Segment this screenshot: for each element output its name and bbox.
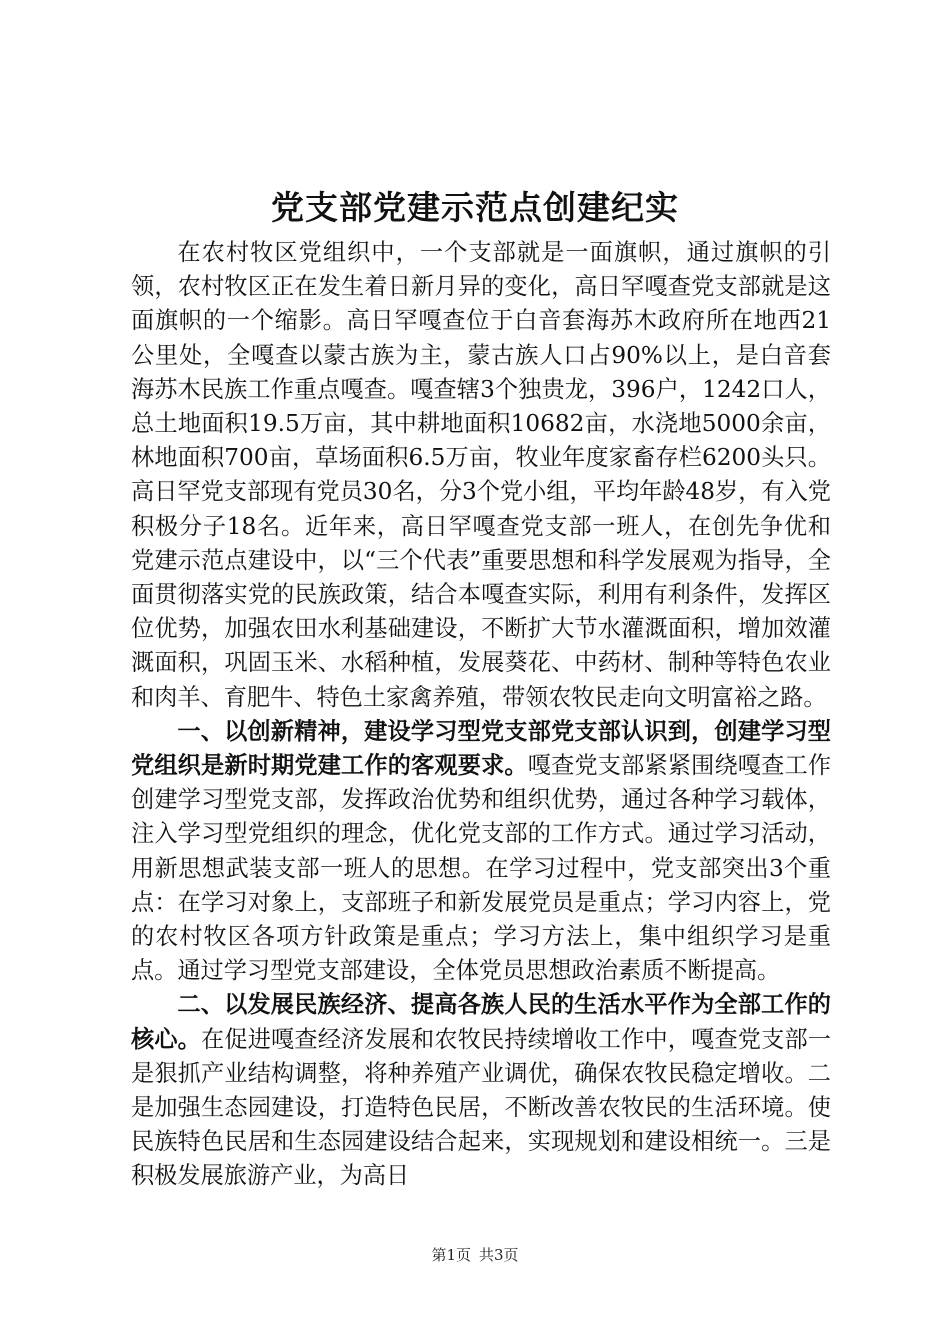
paragraph-intro <box>131 236 831 715</box>
page-footer <box>0 1245 950 1265</box>
document-body <box>131 236 831 1194</box>
paragraph-text: 嘎查党支部紧紧围绕嘎查工作创建学习型党支部，发挥政治优势和组织优势，通过各种学习载体，注入学习型党组织的理念，优化党支部的工作方式。通过学习活动，用新思想武装支部一班人的思想。在学习过程中，党支部突出3个重点：在学习对象上，支部班子和新发展党员是重点；学习内容上，党的农村牧区各项方针政策是重点；学习方法上，集中组织学习是重点。通过学习型党支部建设，全体党员思想政治素质不断提高。 <box>131 752 832 985</box>
page-number: 第1页 <box>431 1246 471 1264</box>
document-title: 党支部党建示范点创建纪实 <box>271 188 679 227</box>
paragraph-text: 在促进嘎查经济发展和农牧民持续增收工作中，嘎查党支部一是狠抓产业结构调整，将种养殖产业调优，确保农牧民稳定增收。二是加强生态园建设，打造特色民居，不断改善农牧民的生活环境。使民族特色民居和生态园建设结合起来，实现规划和建设相统一。三是积极发展旅游产业，为高日 <box>131 1025 831 1190</box>
page-total: 共3页 <box>479 1246 519 1264</box>
paragraph-section-1 <box>131 715 831 989</box>
paragraph-section-2 <box>131 988 831 1193</box>
paragraph-lead: 一、以创新精神，建设学习型党支部党支部认识到，创建学习型党组织是新时期党建工作的客观要求。 <box>131 717 831 780</box>
paragraph-lead: 二、以发展民族经济、提高各族人民的生活水平作为全部工作的核心。 <box>131 991 831 1053</box>
paragraph-text: 在农村牧区党组织中，一个支部就是一面旗帜，通过旗帜的引领，农村牧区正在发生着日新月异的变化，高日罕嘎查党支部就是这面旗帜的一个缩影。高日罕嘎查位于白音套海苏木政府所在地西21公里处，全嘎查以蒙古族为主，蒙古族人口占90%以上，是白音套海苏木民族工作重点嘎查。嘎查辖3个独贵龙，396户，1242口人，总土地面积19.5万亩，其中耕地面积10682亩，水浇地5000余亩，林地面积700亩，草场面积6.5万亩，牧业年度家畜存栏6200头只。高日罕党支部现有党员30名，分3个党小组，平均年龄48岁，有入党积极分子18名。近年来，高日罕嘎查党支部一班人，在创先争优和党建示范点建设中，以“三个代表”重要思想和科学发展观为指导，全面贯彻落实党的民族政策，结合本嘎查实际，利用有利条件，发挥区位优势，加强农田水利基础建设，不断扩大节水灌溉面积，增加效灌溉面积，巩固玉米、水稻种植，发展葵花、中药材、制种等特色农业和肉羊、育肥牛、特色土家禽养殖，带领农牧民走向文明富裕之路。 <box>131 239 831 711</box>
